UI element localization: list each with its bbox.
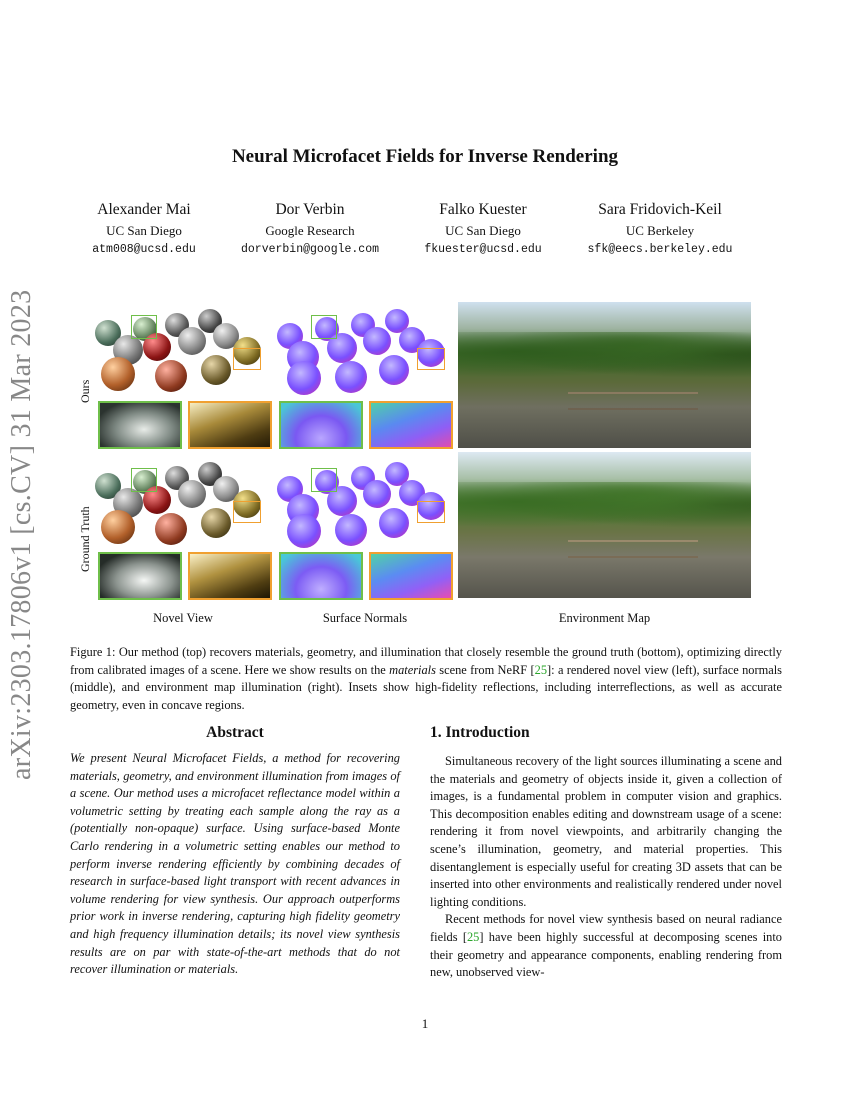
author-email: atm008@ucsd.edu	[92, 243, 196, 256]
citation-link[interactable]: 25	[466, 929, 480, 944]
author-block	[550, 200, 770, 259]
row-label-ground-truth: Ground Truth	[78, 506, 92, 572]
author-email: dorverbin@google.com	[240, 243, 380, 256]
author-affiliation: UC San Diego	[445, 223, 521, 238]
figure-caption: Figure 1: Our method (top) recovers materials, geometry, and illumination that closely resemble the ground truth (bottom), optimizing directly from calibrated images of a scene. Here we show results on the materials scene from NeRF [25]: a rendered novel view (left), surface normals (middle), and environment map illumination (right). Insets show high-fidelity reflections, including interreflections, as well as accurate geometry, even in concave regions.	[70, 645, 782, 712]
author-email: sfk@eecs.berkeley.edu	[587, 243, 733, 256]
author-affiliation: UC San Diego	[106, 223, 182, 238]
author-affiliation: UC Berkeley	[625, 223, 695, 238]
novel-view-ours-inset-green	[98, 401, 182, 449]
author-name: Falko Kuester	[439, 201, 527, 218]
novel-view-ours-inset-orange	[188, 401, 272, 449]
abstract-heading: Abstract	[206, 724, 264, 741]
column-label-environment-map: Environment Map	[558, 611, 651, 625]
novel-view-ground-truth-inset-green	[98, 552, 182, 600]
introduction-text	[430, 753, 782, 982]
page-number: 1	[421, 1016, 429, 1031]
author-name: Dor Verbin	[275, 201, 345, 218]
citation-link[interactable]: 25	[534, 662, 548, 677]
intro-paragraph-1: Simultaneous recovery of the light sources illuminating a scene and the materials and geometry of objects inside it, given a collection of images, is a fundamental problem in computer vision and graphics. This decomposition enables editing and downstream usage of a scene: rendering it from novel viewpoints, and arbitrarily changing the scene’s illumination, geometry, and material properties. This disentanglement is especially useful for creating 3D assets that can be inserted into other environments and realistically rendered under novel lighting conditions.	[430, 754, 782, 909]
abstract-text: We present Neural Microfacet Fields, a method for recovering materials, geometry, and environment illumination from images of a scene. Our method uses a microfacet reflectance model within a volumetric setting by treating each sample along the ray as a (potentially non-opaque) surface. Using surface-based Monte Carlo rendering in a volumetric setting enables our method to perform inverse rendering efficiently by combining decades of research in surface-based light transport with recent advances in volume rendering for view synthesis. Our approach outperforms prior work in inverse rendering, capturing high fidelity geometry and high frequency illumination details; its novel view synthesis results are on par with state-of-the-art methods that do not recover illumination or materials.	[70, 751, 400, 977]
environment-map-ground-truth	[458, 452, 751, 598]
surface-normals-ours-inset-orange	[369, 401, 453, 449]
environment-map-ours	[458, 302, 751, 448]
surface-normals-ours	[275, 305, 455, 400]
row-label-ours: Ours	[78, 379, 92, 403]
introduction-heading: 1. Introduction	[430, 724, 530, 741]
author-name: Alexander Mai	[97, 201, 191, 218]
paper-title: Neural Microfacet Fields for Inverse Rendering	[231, 146, 619, 167]
intro-paragraph-2: Recent methods for novel view synthesis based on neural radiance fields [25] have been highly successful at decomposing scenes into their geometry and appearance components, enabling rendering from new, unobserved view-	[430, 912, 782, 980]
novel-view-ground-truth-inset-orange	[188, 552, 272, 600]
surface-normals-ours-inset-green	[279, 401, 363, 449]
surface-normals-ground-truth-inset-green	[279, 552, 363, 600]
novel-view-ground-truth	[93, 458, 273, 553]
column-label-novel-view: Novel View	[153, 611, 213, 625]
surface-normals-ground-truth	[275, 458, 455, 553]
novel-view-ours	[93, 305, 273, 400]
surface-normals-ground-truth-inset-orange	[369, 552, 453, 600]
column-label-surface-normals: Surface Normals	[322, 611, 408, 625]
author-email: fkuester@ucsd.edu	[424, 243, 542, 256]
arxiv-identifier: arXiv:2303.17806v1 [cs.CV] 31 Mar 2023	[6, 289, 37, 780]
author-name: Sara Fridovich-Keil	[598, 201, 722, 218]
author-affiliation: Google Research	[265, 223, 355, 238]
